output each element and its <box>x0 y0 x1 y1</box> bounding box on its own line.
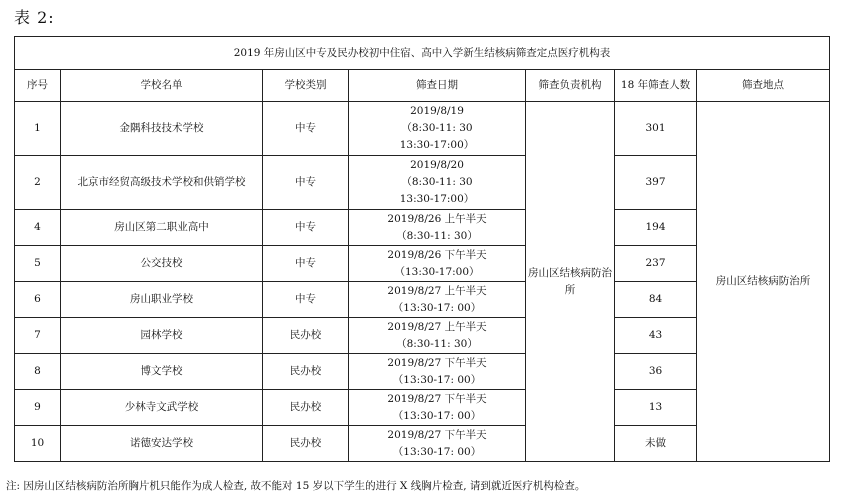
date-line: （13:30-17:00） <box>394 265 480 278</box>
cell-seq: 7 <box>15 318 61 354</box>
screening-table <box>14 36 830 462</box>
cell-school: 诺德安达学校 <box>61 426 263 462</box>
cell-school: 房山职业学校 <box>61 282 263 318</box>
cell-school: 北京市经贸高级技术学校和供销学校 <box>61 156 263 210</box>
date-line: 13:30-17:00） <box>399 139 475 151</box>
cell-type: 中专 <box>263 282 349 318</box>
cell-school: 公交技校 <box>61 246 263 282</box>
date-line: 2019/8/27 下午半天 <box>387 428 487 441</box>
cell-seq: 4 <box>15 210 61 246</box>
date-line: （13:30-17: 00） <box>392 373 482 386</box>
cell-type: 民办校 <box>263 318 349 354</box>
date-line: 2019/8/19 <box>410 105 464 117</box>
cell-date <box>349 390 526 426</box>
cell-type: 中专 <box>263 210 349 246</box>
cell-date <box>349 246 526 282</box>
date-line: 2019/8/27 上午半天 <box>387 284 487 297</box>
cell-school: 房山区第二职业高中 <box>61 210 263 246</box>
header-school: 学校名单 <box>61 70 263 102</box>
cell-date <box>349 426 526 462</box>
header-date: 筛查日期 <box>349 70 526 102</box>
cell-seq: 2 <box>15 156 61 210</box>
page-heading: 表 2: <box>14 8 55 27</box>
cell-count: 194 <box>615 210 697 246</box>
date-line: 13:30-17:00） <box>399 193 475 205</box>
table-title: 2019 年房山区中专及民办校初中住宿、高中入学新生结核病筛查定点医疗机构表 <box>15 37 830 70</box>
cell-count: 36 <box>615 354 697 390</box>
cell-count: 未做 <box>615 426 697 462</box>
header-seq: 序号 <box>15 70 61 102</box>
cell-type: 中专 <box>263 156 349 210</box>
date-line: （8:30-11: 30） <box>396 229 478 242</box>
cell-school: 少林寺文武学校 <box>61 390 263 426</box>
cell-date <box>349 354 526 390</box>
cell-date <box>349 210 526 246</box>
date-line: 2019/8/27 上午半天 <box>387 320 487 333</box>
cell-date <box>349 318 526 354</box>
date-line: 2019/8/20 <box>410 159 464 171</box>
cell-count: 397 <box>615 156 697 210</box>
header-type: 学校类别 <box>263 70 349 102</box>
cell-place: 房山区结核病防治所 <box>697 102 830 462</box>
cell-school: 园林学校 <box>61 318 263 354</box>
cell-seq: 5 <box>15 246 61 282</box>
date-line: 2019/8/27 下午半天 <box>387 356 487 369</box>
cell-school: 博文学校 <box>61 354 263 390</box>
header-count: 18 年筛查人数 <box>615 70 697 102</box>
cell-date <box>349 102 526 156</box>
date-line: 2019/8/27 下午半天 <box>387 392 487 405</box>
date-line: （13:30-17: 00） <box>392 301 482 314</box>
cell-seq: 9 <box>15 390 61 426</box>
cell-count: 84 <box>615 282 697 318</box>
cell-count: 13 <box>615 390 697 426</box>
cell-type: 民办校 <box>263 426 349 462</box>
cell-type: 民办校 <box>263 354 349 390</box>
cell-count: 237 <box>615 246 697 282</box>
cell-seq: 10 <box>15 426 61 462</box>
date-line: （8:30-11: 30 <box>401 122 473 134</box>
cell-count: 43 <box>615 318 697 354</box>
table-row <box>15 102 830 156</box>
date-line: （8:30-11: 30 <box>401 176 473 188</box>
date-line: 2019/8/26 下午半天 <box>387 248 487 261</box>
cell-seq: 1 <box>15 102 61 156</box>
cell-type: 民办校 <box>263 390 349 426</box>
date-line: （13:30-17: 00） <box>392 409 482 422</box>
header-org: 筛查负责机构 <box>526 70 615 102</box>
cell-date <box>349 282 526 318</box>
footnote: 注: 因房山区结核病防治所胸片机只能作为成人检查, 故不能对 15 岁以下学生的进行 X 线胸片检查, 请到就近医疗机构检查。 <box>6 480 586 492</box>
header-row <box>15 70 830 102</box>
date-line: （13:30-17: 00） <box>392 445 482 458</box>
cell-type: 中专 <box>263 246 349 282</box>
cell-date <box>349 156 526 210</box>
cell-seq: 8 <box>15 354 61 390</box>
cell-org: 房山区结核病防治所 <box>526 102 615 462</box>
header-place: 筛查地点 <box>697 70 830 102</box>
cell-type: 中专 <box>263 102 349 156</box>
cell-school: 金隅科技技术学校 <box>61 102 263 156</box>
cell-seq: 6 <box>15 282 61 318</box>
date-line: 2019/8/26 上午半天 <box>387 212 487 225</box>
cell-count: 301 <box>615 102 697 156</box>
date-line: （8:30-11: 30） <box>396 337 478 350</box>
